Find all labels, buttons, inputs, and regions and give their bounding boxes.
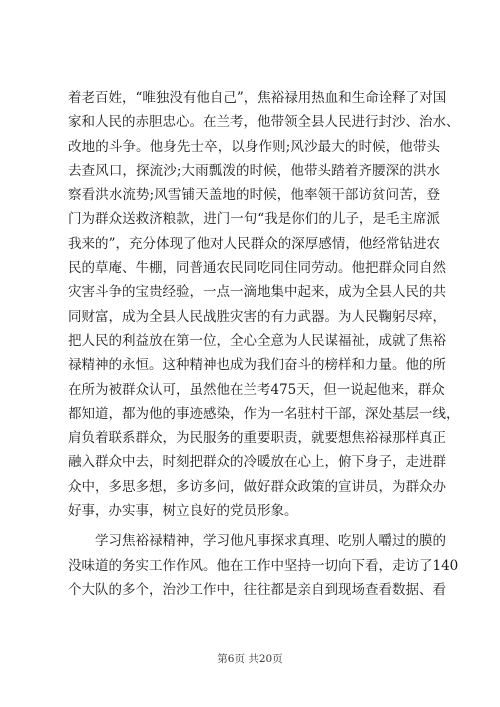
text-line: 都知道，都为他的事迹感染，作为一名驻村干部，深处基层一线， [68,405,460,422]
text-line: 好事，办实事，树立良好的党员形象。 [68,503,298,520]
text-line: 家和人民的赤胆忠心。在兰考，他带领全县人民进行封沙、治水、 [68,114,460,131]
page-number-footer: 第6页 共20页 [217,653,283,665]
text-line: 我来的”，充分体现了他对人民群众的深厚感情，他经常钻进农 [68,235,440,252]
text-line: 把人民的利益放在第一位，全心全意为人民谋福祉，成就了焦裕 [68,332,446,349]
paragraph-1 [68,86,460,523]
paragraph-2 [68,529,459,602]
text-line: 察看洪水流势;风雪铺天盖地的时候，他率领干部访贫问苦，登 [68,187,440,204]
text-line: 众中，多思多想，多访多问，做好群众政策的宣讲员，为群众办 [68,478,446,495]
text-line: 融入群众中去，时刻把群众的冷暖放在心上，俯下身子，走进群 [68,454,446,471]
text-line: 民的草庵、牛棚，同普通农民同吃同住同劳动。他把群众同自然 [68,260,446,277]
text-line: 禄精神的永恒。这种精神也成为我们奋斗的榜样和力量。他的所 [68,357,446,374]
text-line: 改地的斗争。他身先士卒，以身作则;风沙最大的时候，他带头 [68,138,440,155]
text-line: 肩负着联系群众，为民服务的重要职责，就要想焦裕禄那样真正 [68,430,446,447]
text-line: 去查风口，探流沙;大雨瓢泼的时候，他带头踏着齐腰深的洪水 [68,162,440,179]
text-line: 同财富，成为全县人民战胜灾害的有力武器。为人民鞠躬尽瘁， [68,308,446,325]
text-line: 着老百姓，“唯独没有他自己”，焦裕禄用热血和生命诠释了对国 [68,90,447,106]
text-line: 灾害斗争的宝贵经验，一点一滴地集中起来，成为全县人民的共 [68,284,446,301]
text-line: 门为群众送救济粮款，进门一句“我是你们的儿子，是毛主席派 [68,211,440,228]
text-line: 学习焦裕禄精神，学习他凡事探求真理、吃别人嚼过的膜的 [95,533,446,550]
text-line: 在所为被群众认可，虽然他在兰考475天，但一说起他来，群众 [68,381,445,398]
body-text [68,86,460,602]
text-line: 个大队的多个，治沙工作中，往往都是亲自到现场查看数据、看 [68,581,446,598]
text-line: 没味道的务实工作作风。他在工作中坚持一切向下看，走访了140 [68,557,459,574]
